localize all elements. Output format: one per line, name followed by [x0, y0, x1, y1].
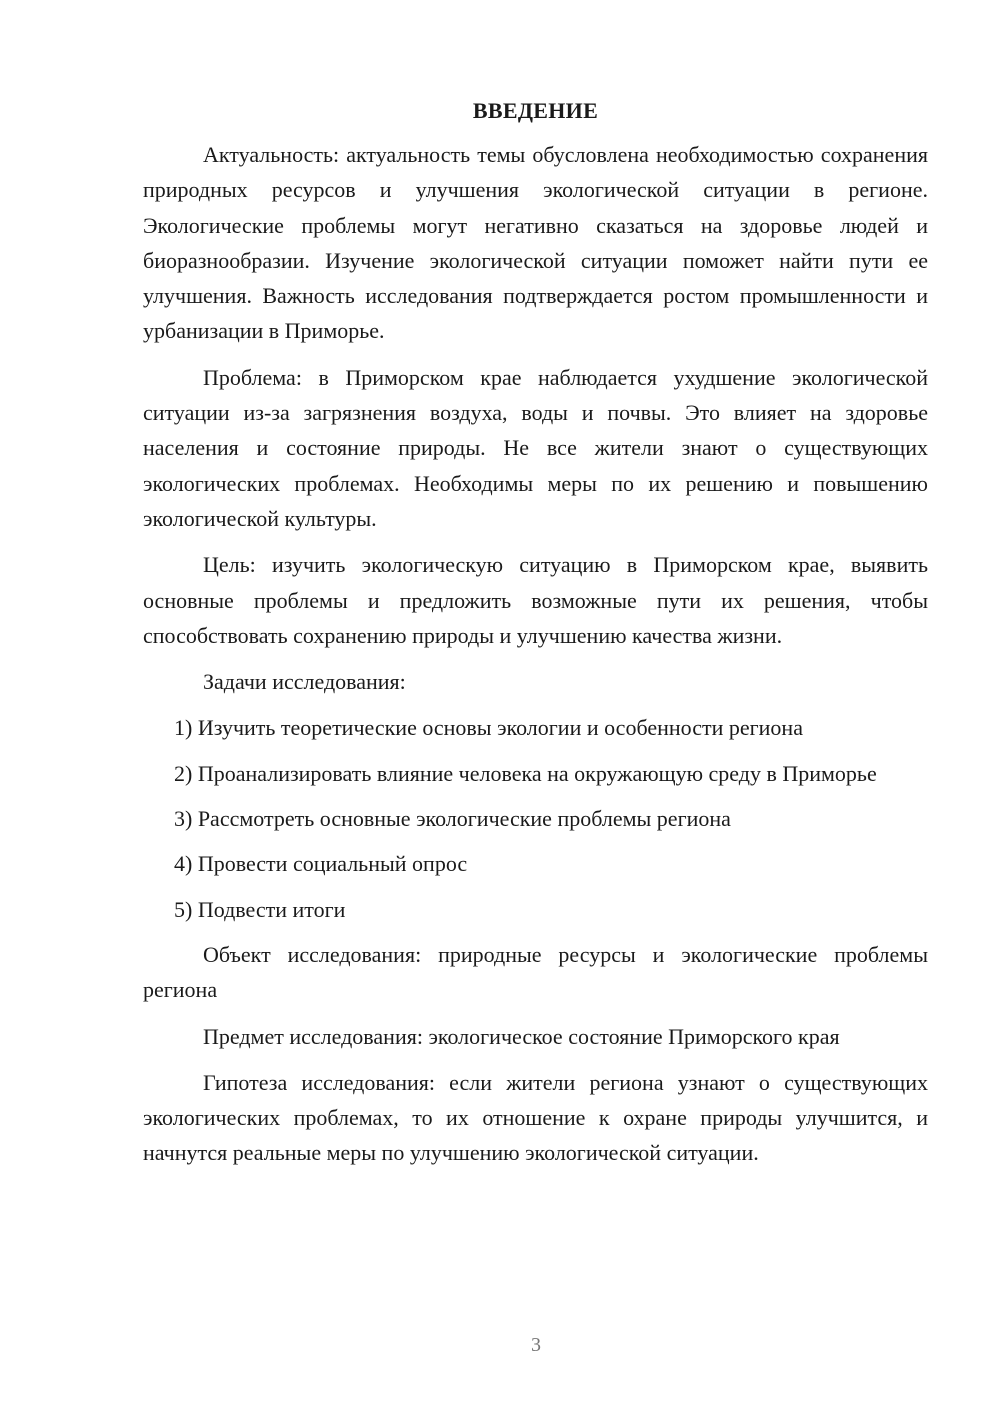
document-page: [143, 96, 928, 1182]
paragraph-subject: Предмет исследования: экологическое состояние Приморского края: [203, 1023, 840, 1049]
paragraph-problem: Проблема: в Приморском крае наблюдается ухудшение экологической ситуации из-за загрязнения воздуха, воды и почвы. Это влияет на здоровье населения и состояние природы. Не все жители знают о существующих экологических проблемах. Необходимы меры по их решению и повышению экологической культуры.: [143, 364, 928, 531]
task-item-3: 3) Рассмотреть основные экологические проблемы региона: [174, 806, 731, 832]
task-item-4: 4) Провести социальный опрос: [174, 851, 468, 877]
paragraph-hypothesis: Гипотеза исследования: если жители региона узнают о существующих экологических проблемах, то их отношение к охране природы улучшится, и начнутся реальные меры по улучшению экологической ситуации.: [143, 1069, 928, 1166]
page-number: 3: [531, 1334, 541, 1356]
page-title: ВВЕДЕНИЕ: [472, 98, 599, 123]
task-item-1: 1) Изучить теоретические основы экологии и особенности региона: [174, 715, 803, 741]
paragraph-object: Объект исследования: природные ресурсы и экологические проблемы региона: [143, 941, 928, 1003]
paragraph-goal: Цель: изучить экологическую ситуацию в Приморском крае, выявить основные проблемы и предложить возможные пути их решения, чтобы способствовать сохранению природы и улучшению качества жизни.: [143, 552, 928, 648]
paragraph-tasks-heading: Задачи исследования:: [203, 669, 406, 695]
task-item-5: 5) Подвести итоги: [174, 896, 346, 922]
paragraph-relevance: Актуальность: актуальность темы обусловлена необходимостью сохранения природных ресурсов и улучшения экологической ситуации в регионе. Экологические проблемы могут негативно сказаться на здоровье людей и биоразнообразии. Изучение экологической ситуации поможет найти пути ее улучшения. Важность исследования подтверждается ростом промышленности и урбанизации в Приморье.: [143, 142, 928, 344]
task-item-2: 2) Проанализировать влияние человека на окружающую среду в Приморье: [174, 760, 877, 786]
